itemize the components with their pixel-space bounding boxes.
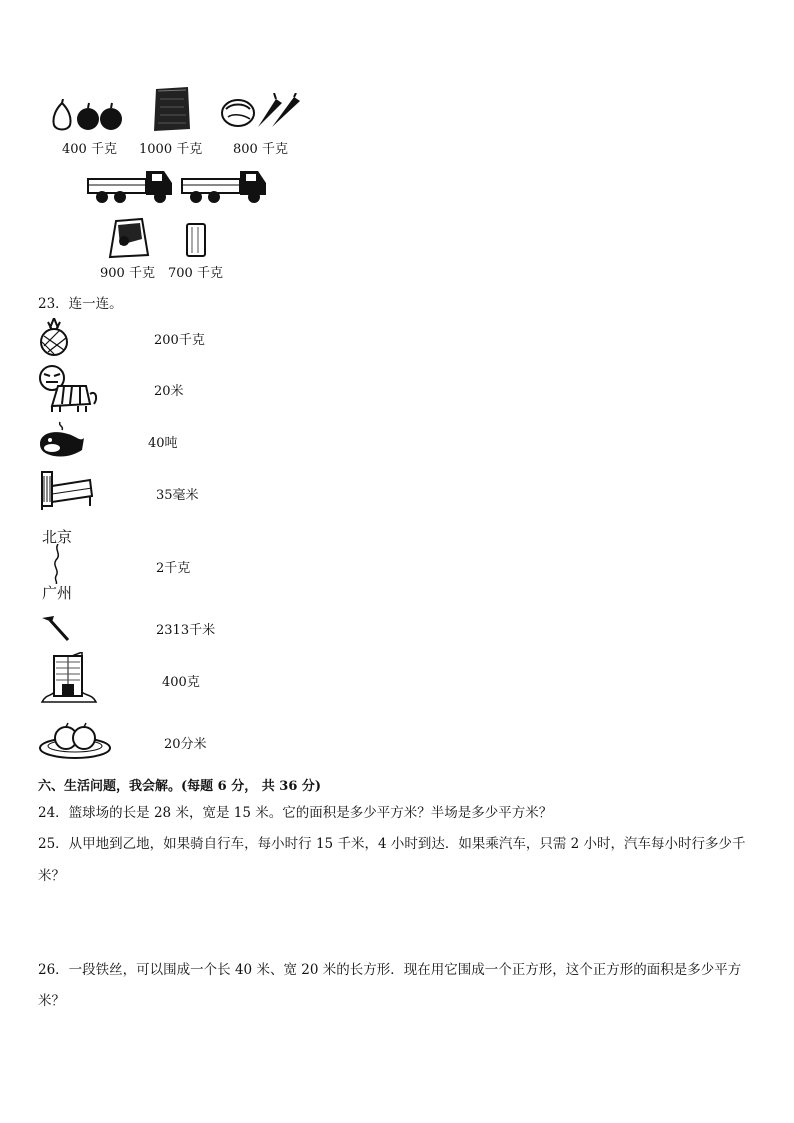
question-24: 24．篮球场的长是 28 米，宽是 15 米。它的面积是多少平方米？半场是多少平方米？ (38, 805, 553, 821)
map-city-top: 北京 (42, 528, 73, 546)
small-sack-icon (108, 215, 150, 259)
match-label-1: 200千克 (154, 333, 205, 348)
match-label-6: 2313千米 (156, 623, 216, 638)
truck-icon (86, 165, 174, 205)
tiger-icon (38, 364, 100, 414)
fruit-icon (48, 99, 124, 133)
sack-icon (148, 85, 196, 133)
match-label-5: 2千克 (156, 561, 191, 576)
vegetables-icon (220, 93, 302, 129)
goods-label-small-sack: 900 千克 (100, 266, 155, 281)
question-26-line-1: 26．一段铁丝，可以围成一个长 40 米、宽 20 米的长方形．现在用它围成一个正方形，这个正方形的面积是多少平方 (38, 962, 742, 978)
map-city-bottom: 广州 (42, 584, 73, 602)
match-label-3: 40吨 (148, 436, 178, 451)
question-26-line-2: 米？ (38, 993, 65, 1009)
match-label-7: 400克 (162, 675, 200, 690)
map-route-icon (40, 526, 90, 602)
question-25-line-2: 米？ (38, 868, 65, 884)
goods-label-barrel: 700 千克 (168, 266, 223, 281)
section-heading: 六、生活问题，我会解。(每题 6 分， 共 36 分) (38, 779, 322, 794)
bed-icon (38, 468, 96, 512)
match-label-2: 20米 (154, 384, 184, 399)
building-icon (38, 652, 98, 704)
goods-label-vegetables: 800 千克 (233, 142, 288, 157)
goods-figure (40, 85, 310, 285)
goods-label-fruit: 400 千克 (62, 142, 117, 157)
match-label-8: 20分米 (164, 737, 207, 752)
q23-title: 23．连一连。 (38, 296, 123, 312)
goods-label-sack: 1000 千克 (139, 142, 203, 157)
fruit-plate-icon (38, 722, 112, 760)
whale-icon (36, 420, 86, 460)
barrel-icon (184, 221, 208, 259)
truck-icon (180, 165, 268, 205)
pineapple-icon (38, 318, 70, 356)
question-25-line-1: 25．从甲地到乙地，如果骑自行车，每小时行 15 千米，4 小时到达．如果乘汽车，只需 2 小时，汽车每小时行多少千 (38, 836, 746, 852)
match-label-4: 35毫米 (156, 488, 199, 503)
nail-icon (40, 614, 72, 642)
